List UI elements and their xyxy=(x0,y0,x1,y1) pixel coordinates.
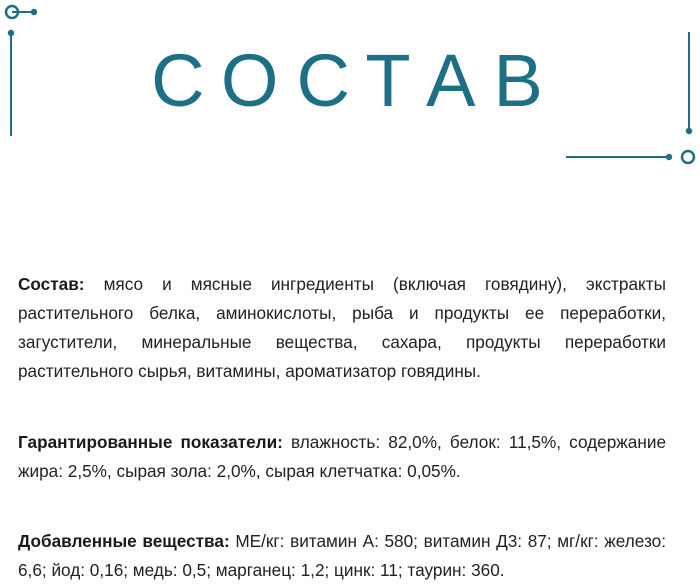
composition-text: мясо и мясные ингредиенты (включая говядину), экстракты растительного белка, аминокислоты, рыба и продукты ее переработки, загустители, минеральные вещества, сахара, продукты переработки растительного сырья, витамины, ароматизатор говядины. xyxy=(18,274,666,381)
guaranteed-analysis-paragraph xyxy=(18,428,666,486)
composition-label: Состав: xyxy=(18,274,85,294)
additives-paragraph xyxy=(18,527,666,585)
guaranteed-analysis-text: влажность: 82,0%, белок: 11,5%, содержание жира: 2,5%, сырая зола: 2,0%, сырая клетчатка: 0,05%. xyxy=(18,432,666,481)
additives-label: Добавленные вещества: xyxy=(18,531,230,551)
composition-paragraph xyxy=(18,270,666,386)
additives-text: МЕ/кг: витамин А: 580; витамин Д3: 87; мг/кг: железо: 6,6; йод: 0,16; медь: 0,5; марганец: 1,2; цинк: 11; таурин: 360. xyxy=(18,531,666,580)
guaranteed-analysis-label: Гарантированные показатели: xyxy=(18,432,283,452)
page-title: СОСТАВ xyxy=(151,39,561,122)
